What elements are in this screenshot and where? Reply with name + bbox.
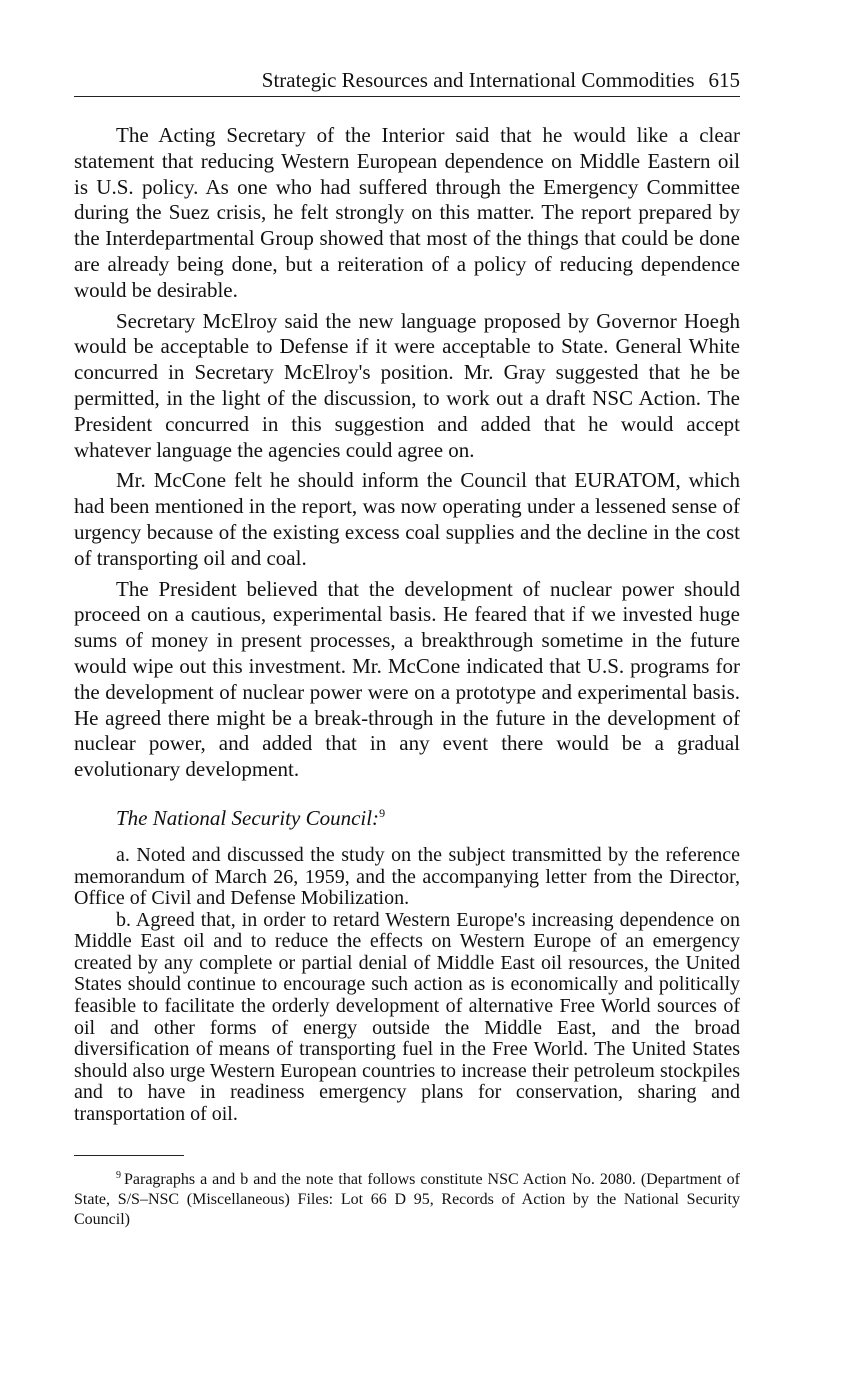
paragraph-mccone-euratom: Mr. McCone felt he should inform the Council that EURATOM, which had been mentioned in the report, was now operating under a lessened sense of urgency because of the existing excess coal supplies and the decline in the cost of transporting oil and coal. bbox=[74, 468, 740, 570]
council-heading-text: The National Security Council: bbox=[116, 805, 380, 830]
action-item-a: a. Noted and discussed the study on the subject transmitted by the reference memorandum of March 26, 1959, and the accompanying letter from the Director, Office of Civil and Defense Mobilization. bbox=[74, 843, 740, 910]
footnote-number: 9 bbox=[116, 1169, 121, 1181]
nsc-action bbox=[74, 845, 740, 1126]
footnote bbox=[74, 1166, 740, 1230]
footnote-divider bbox=[74, 1155, 184, 1156]
paragraph-mcelroy: Secretary McElroy said the new language proposed by Governor Hoegh would be acceptable to Defense if it were acceptable to State. General White concurred in Secretary McElroy's position. Mr. Gray suggested that he be permitted, in the light of the discussion, to work out a draft NSC Action. The President concurred in this suggestion and added that he would accept whatever language the agencies could agree on. bbox=[74, 308, 740, 462]
body-text bbox=[74, 123, 740, 783]
paragraph-interior-secretary: The Acting Secretary of the Interior said that he would like a clear statement that reducing Western European dependence on Middle Eastern oil is U.S. policy. As one who had suffered through the Emergency Committee during the Suez crisis, he felt strongly on this matter. The report prepared by the Interdepartmental Group showed that most of the things that could be done are already being done, but a reiteration of a policy of reducing dependence would be desirable. bbox=[74, 123, 740, 302]
paragraph-nuclear-power: The President believed that the development of nuclear power should proceed on a cautious, experimental basis. He feared that if we invested huge sums of money in present processes, a breakthrough sometime in the future would wipe out this investment. Mr. McCone indicated that U.S. programs for the development of nuclear power were on a prototype and experimental basis. He agreed there might be a break-through in the future in the development of nuclear power, and added that in any event there would be a gradual evolutionary development. bbox=[74, 576, 740, 782]
council-heading bbox=[74, 800, 740, 831]
action-item-b: b. Agreed that, in order to retard Western Europe's increasing dependence on Middle East oil and to reduce the effects on Western Europe of an emergency created by any complete or partial denial of Middle East oil resources, the United States should continue to encourage such action as is economically and politically feasible to facilitate the orderly development of alternative Free World sources of oil and other forms of energy outside the Middle East, and the broad diversification of means of transporting fuel in the Free World. The United States should also urge Western European countries to increase their petroleum stockpiles and to have in readiness emergency plans for conservation, sharing and transportation of oil. bbox=[74, 908, 740, 1126]
footnote-text: Paragraphs a and b and the note that follows constitute NSC Action No. 2080. (Department of State, S/S–NSC (Miscellaneous) Files: Lot 66 D 95, Records of Action by the National Security Council) bbox=[74, 1170, 740, 1228]
document-page bbox=[74, 66, 740, 1230]
running-head-title: Strategic Resources and International Commodities bbox=[261, 68, 695, 92]
footnote-reference: 9 bbox=[379, 805, 386, 820]
running-head bbox=[74, 66, 740, 97]
page-number: 615 bbox=[708, 68, 740, 92]
